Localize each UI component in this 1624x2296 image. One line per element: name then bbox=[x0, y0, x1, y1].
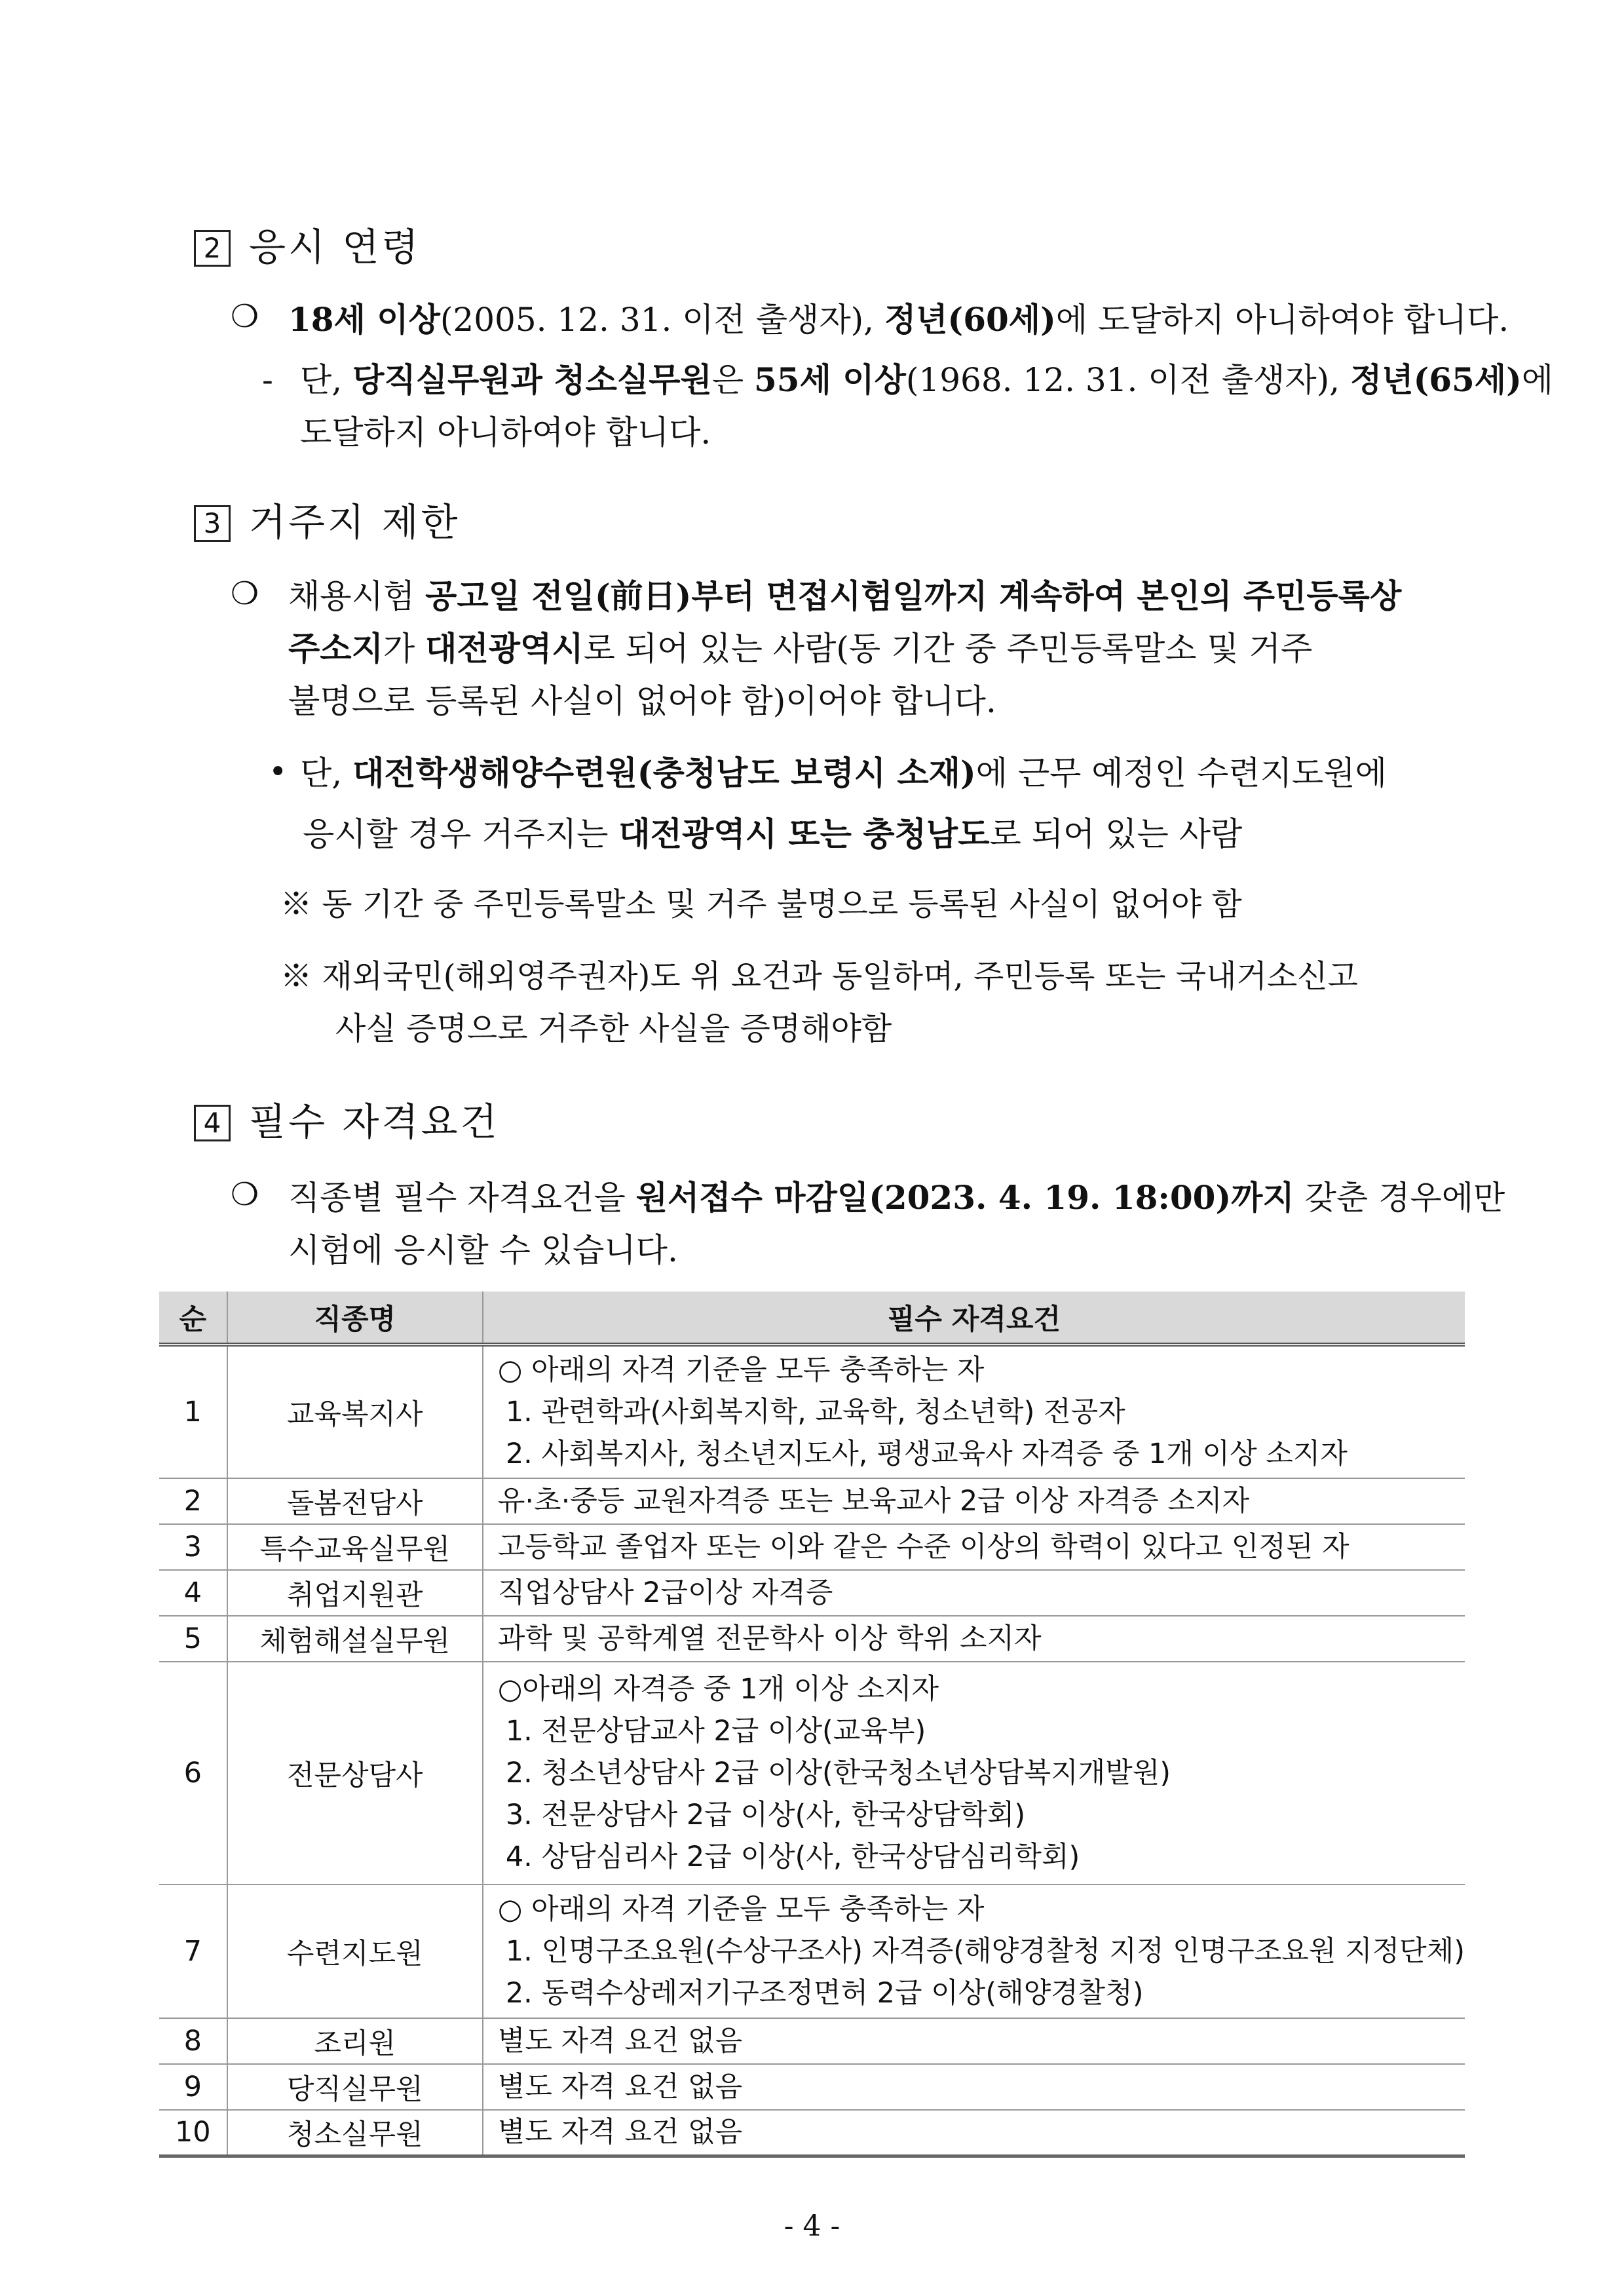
residence-requirement-line2: 주소지가 대전광역시로 되어 있는 사람(동 기간 중 주민등록말소 및 거주 bbox=[288, 629, 1313, 668]
qualification-intro: 직종별 필수 자격요건을 원서접수 마감일(2023. 4. 19. 18:00)까지 갖춘 경우에만 bbox=[288, 1178, 1505, 1217]
requirement-line: 유·초·중등 교원자격증 또는 보육교사 2급 이상 자격증 소지자 bbox=[497, 1485, 1250, 1518]
section-title: 응시 연령 bbox=[249, 225, 421, 269]
section-heading-age bbox=[194, 216, 421, 271]
qualification-table bbox=[159, 1292, 1465, 2158]
row-no: 6 bbox=[159, 1662, 227, 1885]
requirement-line: 1. 관련학과(사회복지학, 교육학, 청소년학) 전공자 bbox=[505, 1396, 1125, 1428]
row-no: 2 bbox=[159, 1478, 227, 1524]
row-requirement bbox=[483, 2110, 1465, 2156]
section-heading-qualification bbox=[194, 1091, 500, 1146]
age-exception-cont: 도달하지 아니하여야 합니다. bbox=[300, 413, 711, 451]
row-job: 돌봄전담사 bbox=[227, 1478, 483, 1524]
requirement-line: 별도 자격 요건 없음 bbox=[497, 2116, 743, 2149]
row-job: 조리원 bbox=[227, 2018, 483, 2064]
section-number: 4 bbox=[194, 1105, 231, 1141]
table-row bbox=[159, 1478, 1465, 1524]
row-no: 3 bbox=[159, 1524, 227, 1570]
requirement-line: 1. 인명구조요원(수상구조사) 자격증(해양경찰청 지정 인명구조요원 지정단체) bbox=[505, 1935, 1465, 1968]
requirement-line: 3. 전문상담사 2급 이상(사, 한국상담학회) bbox=[505, 1799, 1026, 1831]
dot-bullet-icon: • bbox=[269, 754, 288, 790]
requirement-line: ○아래의 자격증 중 1개 이상 소지자 bbox=[497, 1673, 939, 1706]
row-requirement bbox=[483, 1570, 1465, 1616]
residence-exception-line1: 단, 대전학생해양수련원(충청남도 보령시 소재)에 근무 예정인 수련지도원에 bbox=[300, 754, 1387, 792]
residence-note-2: ※ 재외국민(해외영주권자)도 위 요건과 동일하며, 주민등록 또는 국내거소신고 bbox=[280, 958, 1358, 995]
requirement-line: 1. 전문상담교사 2급 이상(교육부) bbox=[505, 1715, 926, 1748]
row-no: 9 bbox=[159, 2064, 227, 2110]
table-row bbox=[159, 2018, 1465, 2064]
requirement-line: 2. 동력수상레저기구조정면허 2급 이상(해양경찰청) bbox=[505, 1977, 1144, 2010]
row-job: 수련지도원 bbox=[227, 1885, 483, 2018]
row-job: 취업지원관 bbox=[227, 1570, 483, 1616]
requirement-line: ○ 아래의 자격 기준을 모두 충족하는 자 bbox=[497, 1893, 985, 1926]
residence-exception-line2: 응시할 경우 거주지는 대전광역시 또는 충청남도로 되어 있는 사람 bbox=[303, 814, 1243, 853]
qualification-intro-cont: 시험에 응시할 수 있습니다. bbox=[288, 1231, 678, 1269]
row-job: 특수교육실무원 bbox=[227, 1524, 483, 1570]
header-job: 직종명 bbox=[227, 1292, 483, 1345]
residence-requirement-line3: 불명으로 등록된 사실이 없어야 함)이어야 합니다. bbox=[288, 682, 996, 720]
page-number: - 4 - bbox=[784, 2210, 840, 2243]
dash-bullet-icon: - bbox=[262, 361, 273, 399]
row-requirement bbox=[483, 1885, 1465, 2018]
requirement-line: 과학 및 공학계열 전문학사 이상 학위 소지자 bbox=[497, 1622, 1042, 1655]
row-no: 1 bbox=[183, 1396, 202, 1428]
row-requirement bbox=[483, 2064, 1465, 2110]
circle-bullet-icon: ❍ bbox=[231, 298, 259, 335]
residence-note-1: ※ 동 기간 중 주민등록말소 및 거주 불명으로 등록된 사실이 없어야 함 bbox=[280, 886, 1242, 923]
circle-bullet-icon: ❍ bbox=[231, 575, 259, 612]
table-row bbox=[159, 1885, 1465, 2018]
section-title: 거주지 제한 bbox=[249, 500, 461, 545]
row-requirement bbox=[483, 1524, 1465, 1570]
table-row bbox=[159, 2064, 1465, 2110]
circle-bullet-icon: ❍ bbox=[231, 1176, 259, 1213]
requirement-line: 2. 청소년상담사 2급 이상(한국청소년상담복지개발원) bbox=[505, 1757, 1171, 1789]
row-requirement bbox=[483, 1616, 1465, 1662]
row-requirement bbox=[483, 1662, 1465, 1885]
row-job: 전문상담사 bbox=[227, 1662, 483, 1885]
requirement-line: 별도 자격 요건 없음 bbox=[497, 2071, 743, 2103]
table-row bbox=[159, 1570, 1465, 1616]
section-number: 3 bbox=[194, 505, 231, 542]
header-no: 순 bbox=[159, 1292, 227, 1345]
requirement-line: ○ 아래의 자격 기준을 모두 충족하는 자 bbox=[497, 1354, 985, 1387]
row-job: 당직실무원 bbox=[227, 2064, 483, 2110]
age-requirement: 18세 이상(2005. 12. 31. 이전 출생자), 정년(60세)에 도달하지 아니하여야 합니다. bbox=[288, 300, 1509, 339]
header-requirement: 필수 자격요건 bbox=[483, 1292, 1465, 1345]
table-row bbox=[159, 1345, 1465, 1478]
residence-note-2-cont: 사실 증명으로 거주한 사실을 증명해야함 bbox=[335, 1010, 892, 1047]
row-no: 7 bbox=[159, 1885, 227, 2018]
table-row bbox=[159, 2110, 1465, 2156]
requirement-line: 직업상담사 2급이상 자격증 bbox=[497, 1577, 833, 1609]
requirement-line: 2. 사회복지사, 청소년지도사, 평생교육사 자격증 중 1개 이상 소지자 bbox=[505, 1438, 1348, 1470]
row-job: 교육복지사 bbox=[227, 1345, 483, 1478]
residence-requirement-line1: 채용시험 공고일 전일(前日)부터 면접시험일까지 계속하여 본인의 주민등록상 bbox=[288, 577, 1402, 615]
row-job: 청소실무원 bbox=[227, 2110, 483, 2156]
table-row bbox=[159, 1524, 1465, 1570]
section-heading-residence bbox=[194, 491, 461, 546]
section-title: 필수 자격요건 bbox=[249, 1100, 500, 1144]
row-no: 10 bbox=[159, 2110, 227, 2156]
table-header-row bbox=[159, 1292, 1465, 1345]
table-row bbox=[159, 1616, 1465, 1662]
section-number: 2 bbox=[194, 230, 231, 267]
row-job: 체험해설실무원 bbox=[227, 1616, 483, 1662]
row-no: 5 bbox=[159, 1616, 227, 1662]
row-requirement bbox=[483, 1478, 1465, 1524]
row-no: 4 bbox=[159, 1570, 227, 1616]
row-no: 8 bbox=[159, 2018, 227, 2064]
table-row bbox=[159, 1662, 1465, 1885]
requirement-line: 별도 자격 요건 없음 bbox=[497, 2025, 743, 2057]
row-requirement bbox=[483, 1345, 1465, 1478]
age-exception: 단, 당직실무원과 청소실무원은 55세 이상(1968. 12. 31. 이전 출생자), 정년(65세)에 bbox=[300, 360, 1554, 399]
row-requirement bbox=[483, 2018, 1465, 2064]
requirement-line: 고등학교 졸업자 또는 이와 같은 수준 이상의 학력이 있다고 인정된 자 bbox=[497, 1531, 1350, 1563]
requirement-line: 4. 상담심리사 2급 이상(사, 한국상담심리학회) bbox=[505, 1841, 1080, 1873]
